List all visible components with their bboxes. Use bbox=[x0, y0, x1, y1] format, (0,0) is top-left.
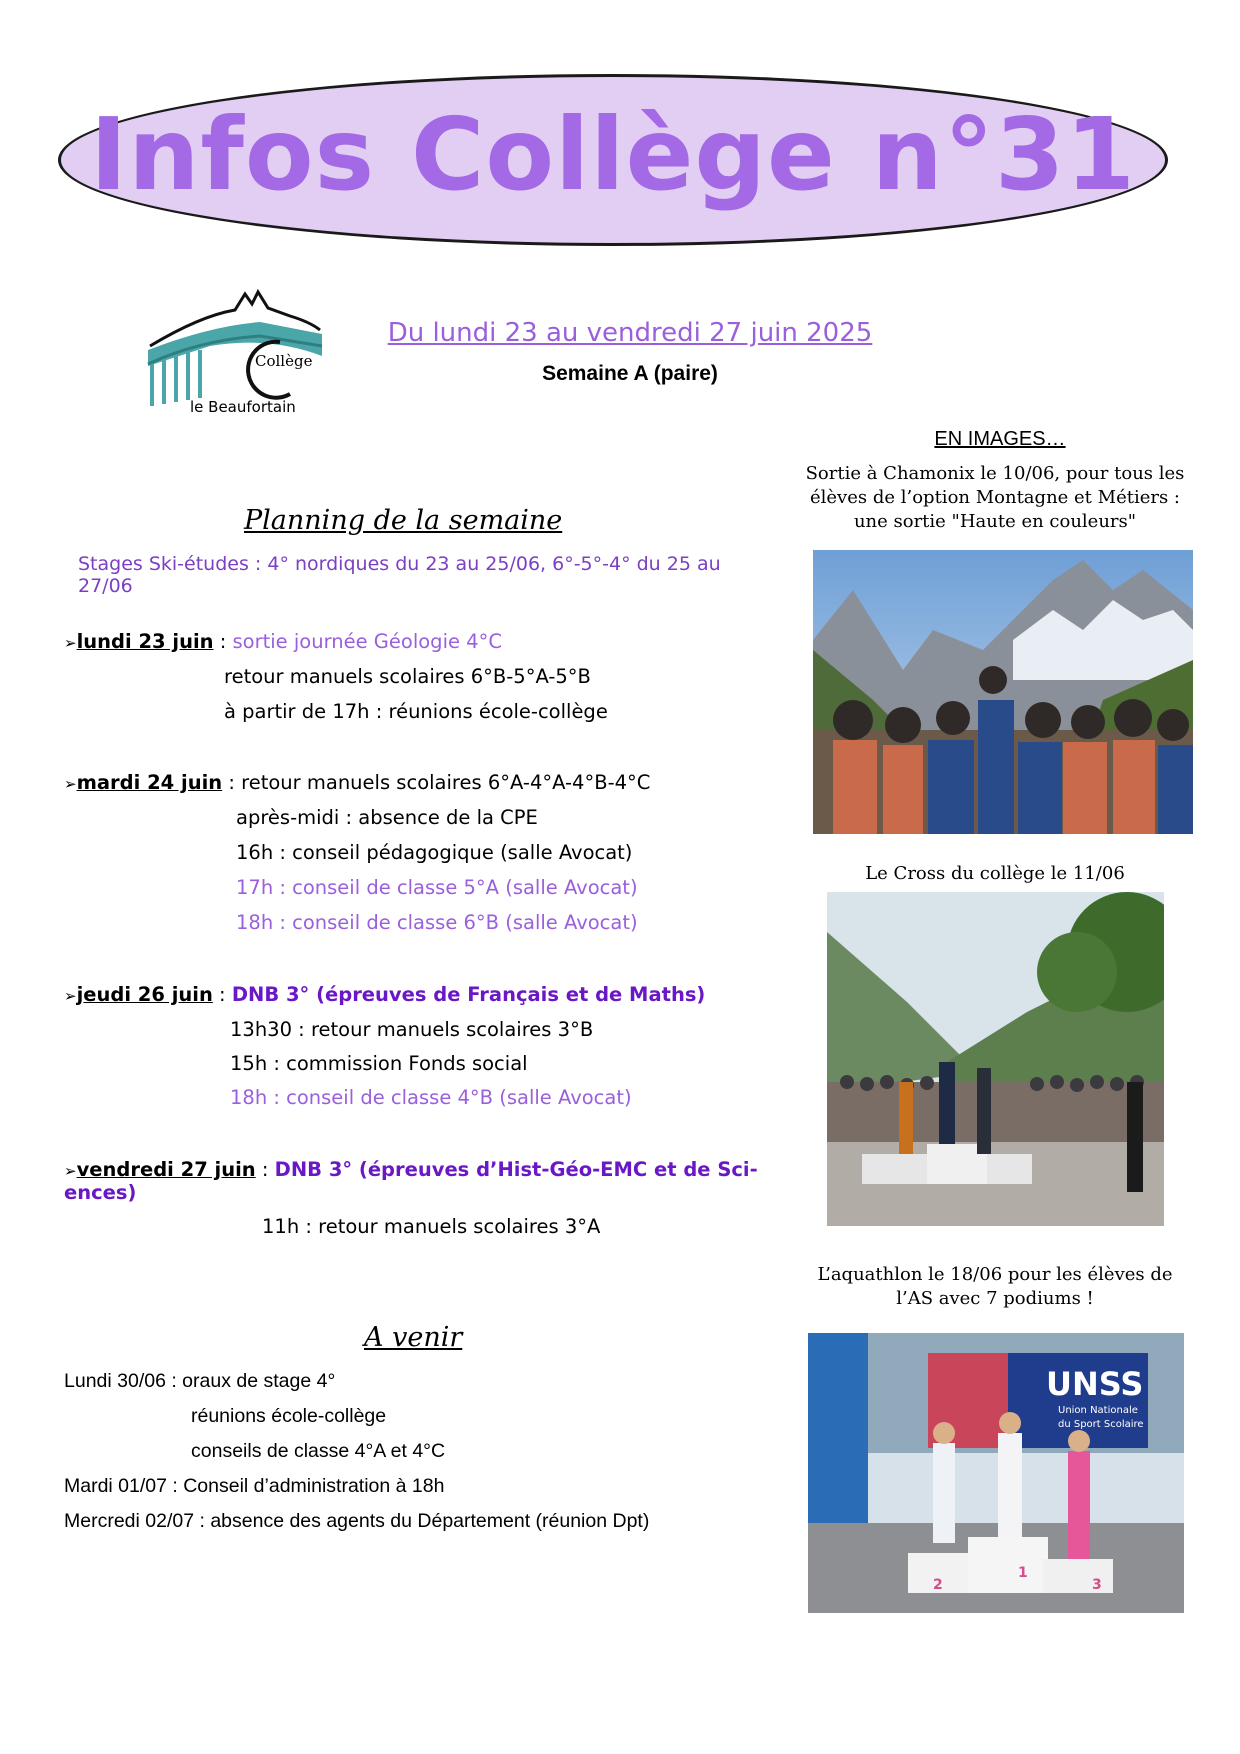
caption-chamonix bbox=[790, 462, 1200, 534]
photo-aquathlon bbox=[808, 1333, 1184, 1613]
friday-item-1-continued: ences) bbox=[64, 1181, 137, 1204]
week-type: Semaine A (paire) bbox=[542, 362, 718, 385]
logo-text-college: Collège bbox=[255, 352, 313, 370]
avenir-item-4: Mardi 01/07 : Conseil d’administration à 18h bbox=[64, 1475, 445, 1497]
tuesday-label: mardi 24 juin bbox=[76, 771, 223, 794]
unss-logo: UNSS bbox=[1046, 1365, 1144, 1403]
avenir-title: A venir bbox=[364, 1322, 463, 1353]
tuesday-item-1: retour manuels scolaires 6°A-4°A-4°B-4°C bbox=[241, 771, 651, 794]
arrow-bullet-icon: ➢ bbox=[64, 1162, 77, 1180]
monday-item-2: retour manuels scolaires 6°B-5°A-5°B bbox=[224, 665, 591, 688]
arrow-bullet-icon: ➢ bbox=[64, 634, 77, 652]
tuesday-item-5: 18h : conseil de classe 6°B (salle Avocat) bbox=[236, 911, 638, 934]
avenir-item-3: conseils de classe 4°A et 4°C bbox=[191, 1440, 446, 1462]
caption-line: élèves de l’option Montagne et Métiers : bbox=[810, 487, 1180, 508]
college-logo bbox=[140, 286, 330, 426]
photo-cross bbox=[827, 892, 1164, 1226]
caption-line: Sortie à Chamonix le 10/06, pour tous les bbox=[805, 463, 1185, 484]
friday-item-2: 11h : retour manuels scolaires 3°A bbox=[262, 1215, 601, 1238]
separator: : bbox=[212, 983, 232, 1006]
unss-subtitle-1: Union Nationale bbox=[1058, 1405, 1138, 1416]
monday-line bbox=[64, 630, 502, 653]
friday-item-1: DNB 3° (épreuves d’Hist-Géo-EMC et de Sci- bbox=[274, 1158, 758, 1181]
friday-label: vendredi 27 juin bbox=[76, 1158, 256, 1181]
thursday-item-1: DNB 3° (épreuves de Français et de Maths) bbox=[231, 983, 706, 1006]
tuesday-line bbox=[64, 771, 650, 794]
caption-line: L’aquathlon le 18/06 pour les élèves de bbox=[817, 1264, 1173, 1285]
podium-number-3: 3 bbox=[1092, 1577, 1102, 1593]
monday-item-1: sortie journée Géologie 4°C bbox=[232, 630, 502, 653]
thursday-line bbox=[64, 983, 705, 1006]
title-banner bbox=[58, 74, 1168, 246]
tuesday-item-3: 16h : conseil pédagogique (salle Avocat) bbox=[236, 841, 633, 864]
photo-chamonix bbox=[813, 550, 1193, 834]
separator: : bbox=[222, 771, 242, 794]
planning-title: Planning de la semaine bbox=[244, 505, 563, 536]
arrow-bullet-icon: ➢ bbox=[64, 987, 77, 1005]
tuesday-item-4: 17h : conseil de classe 5°A (salle Avocat) bbox=[236, 876, 638, 899]
podium-number-2: 2 bbox=[933, 1577, 943, 1593]
caption-line: Le Cross du collège le 11/06 bbox=[865, 863, 1125, 884]
arrow-bullet-icon: ➢ bbox=[64, 775, 77, 793]
caption-cross bbox=[840, 862, 1150, 886]
separator: : bbox=[213, 630, 233, 653]
unss-subtitle-2: du Sport Scolaire bbox=[1058, 1419, 1144, 1430]
separator: : bbox=[255, 1158, 275, 1181]
images-title: EN IMAGES… bbox=[934, 428, 1066, 450]
podium-number-1: 1 bbox=[1018, 1565, 1028, 1581]
caption-line: une sortie "Haute en couleurs" bbox=[853, 511, 1137, 532]
tuesday-item-2: après-midi : absence de la CPE bbox=[236, 806, 538, 829]
thursday-item-4: 18h : conseil de classe 4°B (salle Avocat) bbox=[230, 1086, 632, 1109]
logo-text-beaufortain: le Beaufortain bbox=[190, 398, 296, 416]
thursday-item-3: 15h : commission Fonds social bbox=[230, 1052, 528, 1075]
avenir-item-5: Mercredi 02/07 : absence des agents du Département (réunion Dpt) bbox=[64, 1510, 650, 1532]
caption-line: l’AS avec 7 podiums ! bbox=[896, 1288, 1094, 1309]
week-dates: Du lundi 23 au vendredi 27 juin 2025 bbox=[387, 318, 873, 348]
page-title: Infos Collège n°31 bbox=[90, 95, 1136, 213]
caption-aquathlon bbox=[790, 1263, 1200, 1311]
avenir-item-2: réunions école-collège bbox=[191, 1405, 387, 1427]
monday-item-3: à partir de 17h : réunions école-collège bbox=[224, 700, 608, 723]
friday-line bbox=[64, 1158, 758, 1181]
thursday-item-2: 13h30 : retour manuels scolaires 3°B bbox=[230, 1018, 594, 1041]
avenir-item-1: Lundi 30/06 : oraux de stage 4° bbox=[64, 1370, 336, 1392]
monday-label: lundi 23 juin bbox=[76, 630, 214, 653]
stages-note: Stages Ski-études : 4° nordiques du 23 au 25/06, 6°-5°-4° du 25 au 27/06 bbox=[78, 553, 721, 597]
thursday-label: jeudi 26 juin bbox=[76, 983, 213, 1006]
